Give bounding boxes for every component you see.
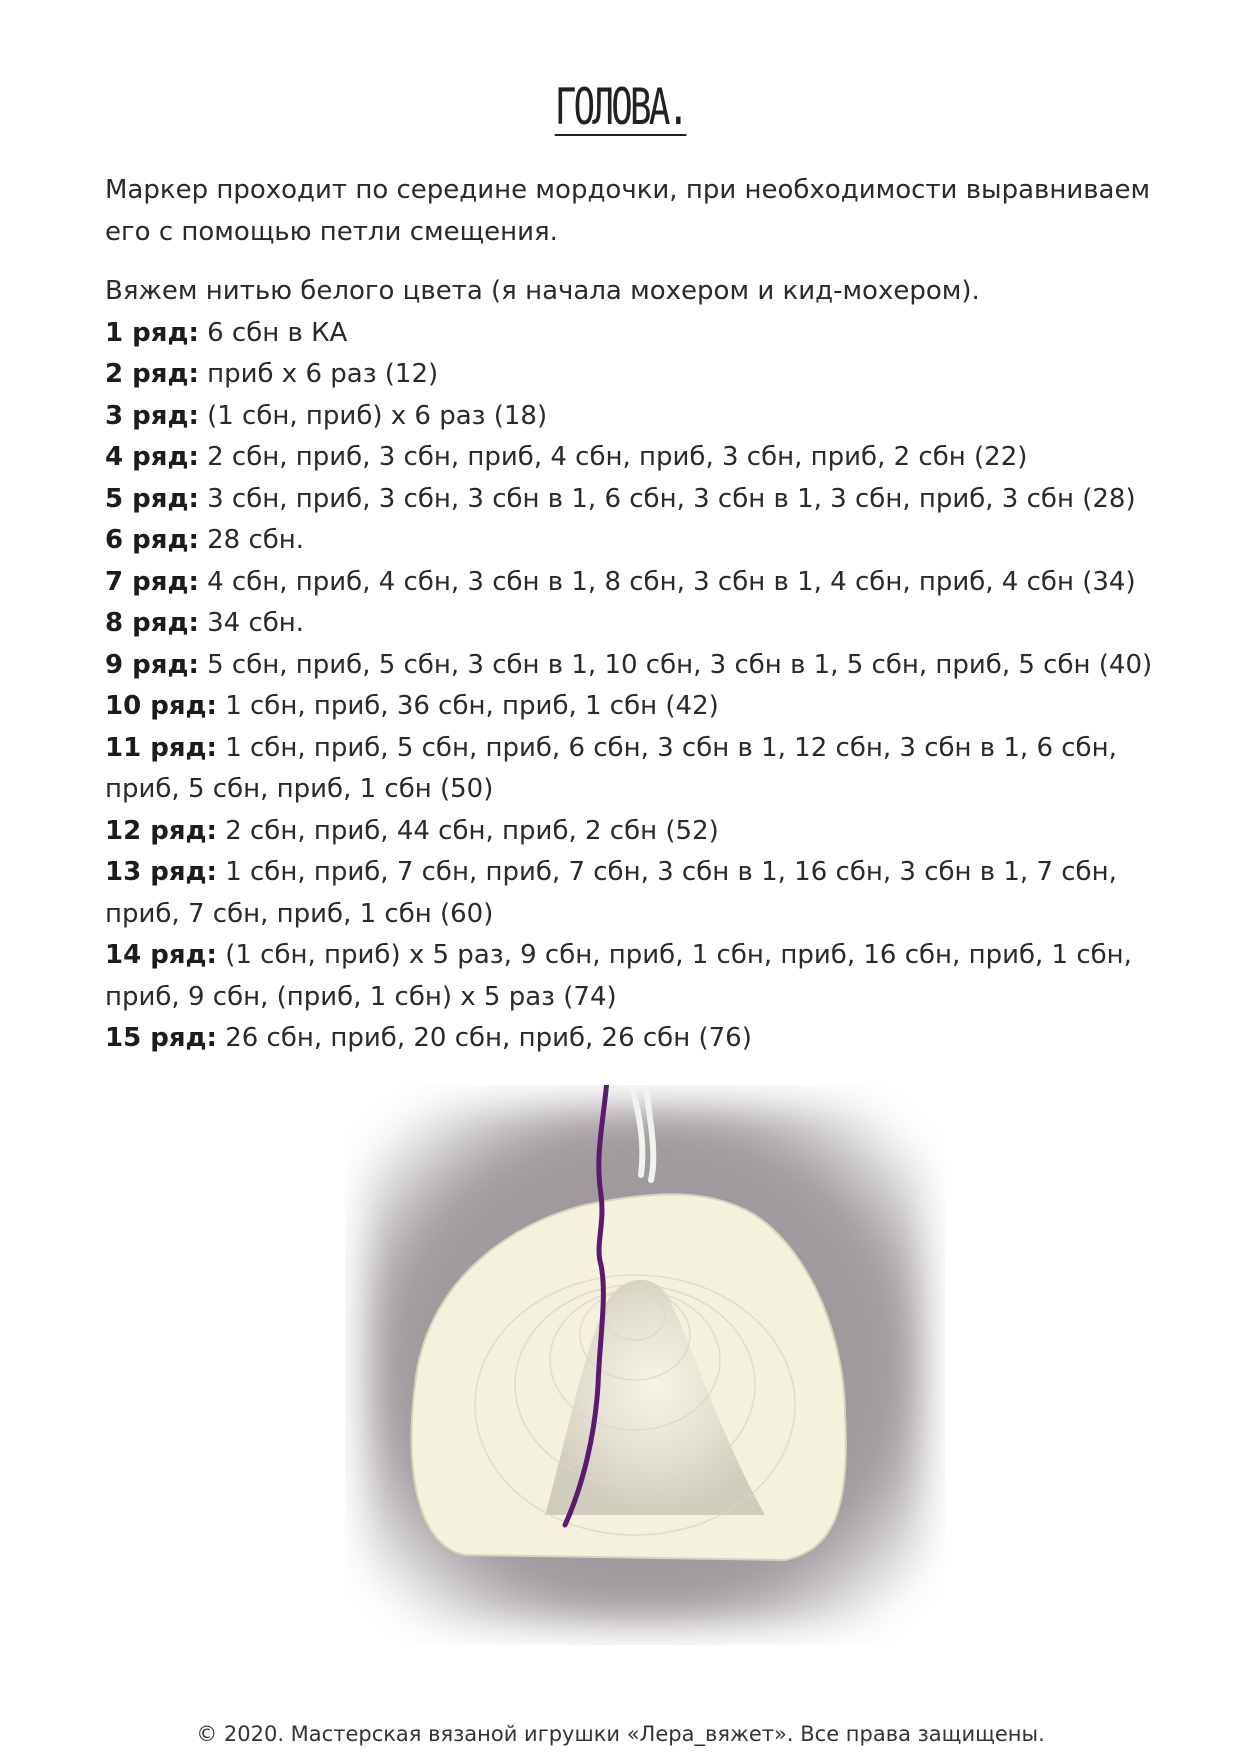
row-text: 2 сбн, приб, 3 сбн, приб, 4 сбн, приб, 3 сбн, приб, 2 сбн (22) bbox=[207, 442, 1028, 472]
pattern-row bbox=[105, 811, 1165, 853]
row-label: 5 ряд: bbox=[105, 483, 199, 514]
pattern-row bbox=[105, 396, 1165, 438]
row-label: 11 ряд: bbox=[105, 732, 217, 763]
row-text: приб х 6 раз (12) bbox=[207, 359, 439, 389]
row-text: 1 сбн, приб, 36 сбн, приб, 1 сбн (42) bbox=[225, 691, 719, 721]
row-label: 4 ряд: bbox=[105, 442, 199, 472]
row-label: 12 ряд: bbox=[105, 815, 217, 846]
pattern-row bbox=[105, 935, 1165, 1018]
row-label: 9 ряд: bbox=[105, 649, 199, 680]
row-label: 2 ряд: bbox=[105, 359, 199, 389]
row-text: 1 сбн, приб, 7 сбн, приб, 7 сбн, 3 сбн в 1, 16 сбн, 3 сбн в 1, 7 сбн, приб, 7 сбн, приб, 1 сбн (60) bbox=[105, 857, 1117, 929]
pattern-row bbox=[105, 437, 1165, 479]
pattern-row bbox=[105, 852, 1165, 935]
pattern-row bbox=[105, 603, 1165, 645]
row-label: 3 ряд: bbox=[105, 400, 199, 431]
row-text: 5 сбн, приб, 5 сбн, 3 сбн в 1, 10 сбн, 3 сбн в 1, 5 сбн, приб, 5 сбн (40) bbox=[207, 649, 1153, 680]
pattern-row bbox=[105, 479, 1165, 521]
pattern-row bbox=[105, 686, 1165, 728]
pattern-row bbox=[105, 313, 1165, 355]
copyright-footer: © 2020. Мастерская вязаной игрушки «Лера_вяжет». Все права защищены. bbox=[196, 1722, 1045, 1746]
pattern-row bbox=[105, 1018, 1165, 1060]
row-text: 34 сбн. bbox=[207, 608, 305, 638]
row-label: 7 ряд: bbox=[105, 566, 199, 597]
row-text: 1 сбн, приб, 5 сбн, приб, 6 сбн, 3 сбн в 1, 12 сбн, 3 сбн в 1, 6 сбн, приб, 5 сбн, приб, 1 сбн (50) bbox=[105, 732, 1117, 804]
intro-paragraph: Маркер проходит по середине мордочки, при необходимости выравниваем его с помощью петли смещения. bbox=[105, 175, 1151, 247]
pattern-row bbox=[105, 562, 1165, 604]
row-text: (1 сбн, приб) х 5 раз, 9 сбн, приб, 1 сбн, приб, 16 сбн, приб, 1 сбн, приб, 9 сбн, (приб, 1 сбн) х 5 раз (74) bbox=[105, 940, 1132, 1012]
pattern-row bbox=[105, 520, 1165, 562]
row-text: (1 сбн, приб) х 6 раз (18) bbox=[207, 400, 548, 431]
pattern-text bbox=[105, 170, 1165, 1060]
row-label: 14 ряд: bbox=[105, 940, 217, 970]
row-text: 6 сбн в КА bbox=[207, 317, 348, 348]
crochet-head-photo bbox=[345, 1085, 945, 1645]
yarn-note: Вяжем нитью белого цвета (я начала мохером и кид-мохером). bbox=[105, 276, 980, 306]
pattern-row bbox=[105, 354, 1165, 396]
row-text: 3 сбн, приб, 3 сбн, 3 сбн в 1, 6 сбн, 3 сбн в 1, 3 сбн, приб, 3 сбн (28) bbox=[207, 483, 1136, 514]
pattern-row bbox=[105, 728, 1165, 811]
rows-list bbox=[105, 313, 1165, 1060]
row-label: 10 ряд: bbox=[105, 691, 217, 721]
pattern-row bbox=[105, 645, 1165, 687]
row-label: 8 ряд: bbox=[105, 608, 199, 638]
row-text: 2 сбн, приб, 44 сбн, приб, 2 сбн (52) bbox=[225, 815, 719, 846]
row-text: 28 сбн. bbox=[207, 525, 305, 555]
row-text: 26 сбн, приб, 20 сбн, приб, 26 сбн (76) bbox=[225, 1023, 752, 1053]
row-label: 15 ряд: bbox=[105, 1023, 217, 1053]
row-label: 6 ряд: bbox=[105, 525, 199, 555]
page-title: ГОЛОВА. bbox=[554, 78, 687, 136]
row-text: 4 сбн, приб, 4 сбн, 3 сбн в 1, 8 сбн, 3 сбн в 1, 4 сбн, приб, 4 сбн (34) bbox=[207, 566, 1136, 597]
row-label: 13 ряд: bbox=[105, 857, 217, 887]
row-label: 1 ряд: bbox=[105, 317, 199, 348]
